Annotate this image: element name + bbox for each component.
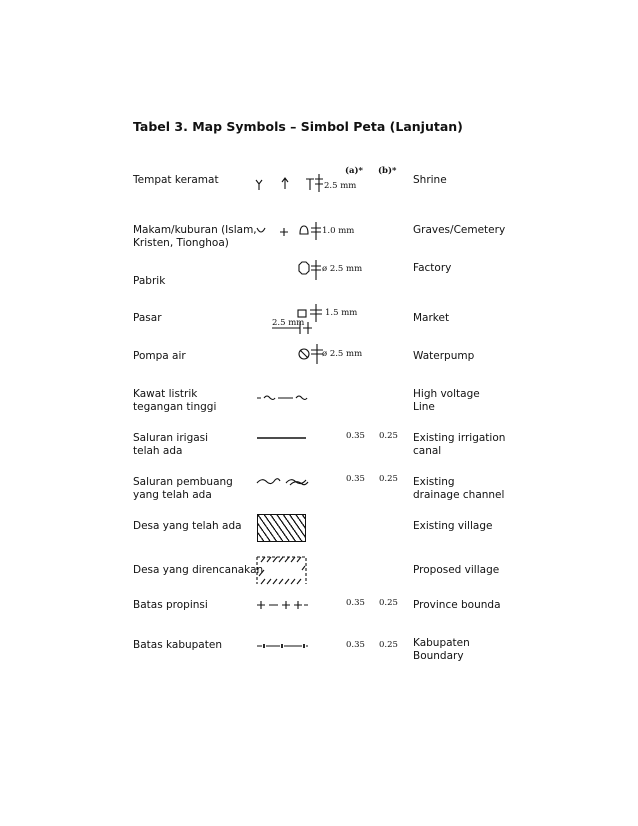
english-label-powerline: High voltage Line: [413, 388, 480, 413]
regency-boundary-symbol: [256, 641, 312, 651]
indo-label-factory: Pabrik: [133, 275, 166, 287]
dimension-market-width: 2.5 mm: [272, 318, 305, 328]
existing-village-symbol: [257, 514, 306, 542]
dimension-waterpump: ø 2.5 mm: [322, 349, 363, 359]
dimension-market-height: 1.5 mm: [325, 308, 358, 318]
indo-label-proposed: Desa yang direncanakan: [133, 564, 264, 576]
indo-label-shrine: Tempat keramat: [133, 174, 219, 186]
column-a-header: (a)*: [345, 166, 363, 176]
dimension-shrine: 2.5 mm: [324, 181, 357, 191]
english-label-market: Market: [413, 312, 450, 324]
indo-label-graves: Makam/kuburan (Islam, Kristen, Tionghoa): [133, 224, 257, 249]
english-label-regency: Kabupaten Boundary: [413, 637, 470, 662]
indo-label-province: Batas propinsi: [133, 599, 208, 611]
english-label-proposed: Proposed village: [413, 564, 500, 576]
english-label-province: Province bounda: [413, 599, 501, 611]
column-b-header: (b)*: [378, 166, 397, 176]
english-label-graves: Graves/Cemetery: [413, 224, 506, 236]
dimension-graves: 1.0 mm: [322, 226, 355, 236]
dimension-factory: ø 2.5 mm: [322, 264, 363, 274]
english-label-drainage: Existing drainage channel: [413, 476, 505, 501]
drainage-channel-symbol: [256, 474, 312, 488]
indo-label-market: Pasar: [133, 312, 162, 324]
line-width-b-regency: 0.25: [379, 640, 398, 650]
table-title: Tabel 3. Map Symbols – Simbol Peta (Lanjutan): [133, 119, 463, 134]
english-label-factory: Factory: [413, 262, 452, 274]
indo-label-waterpump: Pompa air: [133, 350, 186, 362]
indo-label-village: Desa yang telah ada: [133, 520, 242, 532]
shrine-symbol: [254, 174, 324, 194]
english-label-village: Existing village: [413, 520, 493, 532]
powerline-symbol: [255, 392, 311, 402]
line-width-b-drainage: 0.25: [379, 474, 398, 484]
irrigation-canal-symbol: [256, 434, 308, 442]
line-width-a-irrigation: 0.35: [346, 431, 365, 441]
indo-label-drainage: Saluran pembuang yang telah ada: [133, 476, 233, 501]
english-label-irrigation: Existing irrigation canal: [413, 432, 506, 457]
province-boundary-symbol: [256, 598, 312, 612]
line-width-a-province: 0.35: [346, 598, 365, 608]
indo-label-regency: Batas kabupaten: [133, 639, 222, 651]
factory-symbol: [295, 258, 325, 282]
proposed-village-symbol: [256, 556, 308, 586]
graves-symbol: [256, 220, 326, 242]
english-label-waterpump: Waterpump: [413, 350, 475, 362]
indo-label-irrigation: Saluran irigasi telah ada: [133, 432, 209, 457]
line-width-b-irrigation: 0.25: [379, 431, 398, 441]
line-width-a-regency: 0.35: [346, 640, 365, 650]
english-label-shrine: Shrine: [413, 174, 447, 186]
line-width-a-drainage: 0.35: [346, 474, 365, 484]
line-width-b-province: 0.25: [379, 598, 398, 608]
indo-label-powerline: Kawat listrik tegangan tinggi: [133, 388, 217, 413]
